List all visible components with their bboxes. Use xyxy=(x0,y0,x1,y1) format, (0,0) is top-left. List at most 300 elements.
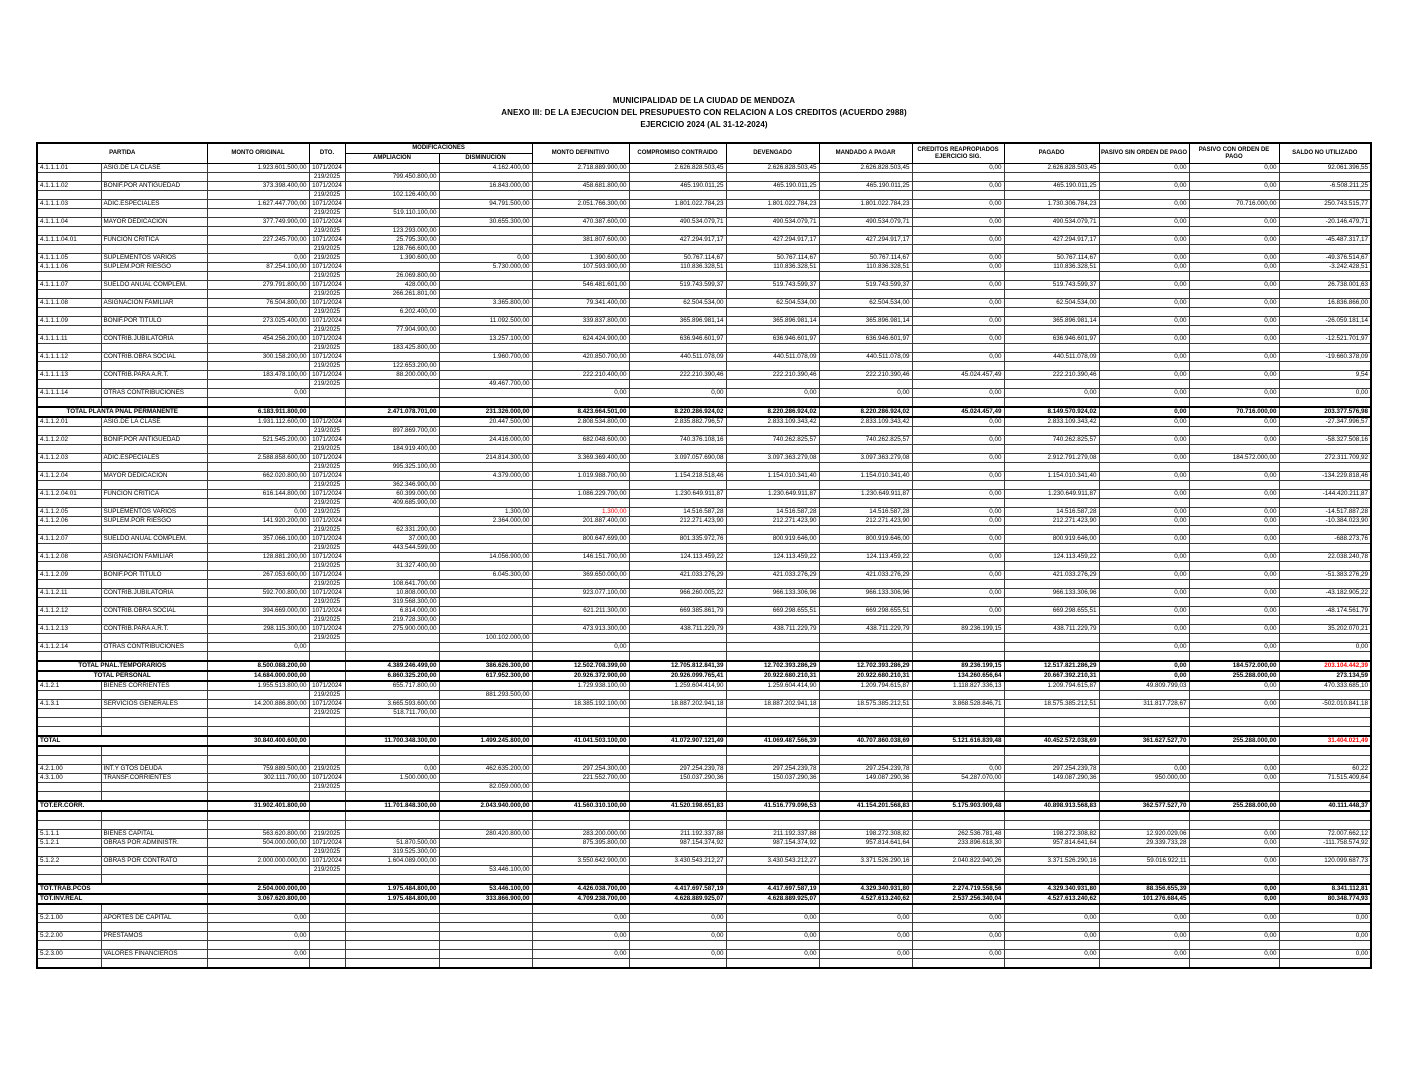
cell: 2.626.828.503,45 xyxy=(1004,164,1099,173)
cell: 219/2025 xyxy=(309,481,345,490)
cell: 198.272.308,82 xyxy=(1004,830,1099,839)
cell: 40.707.860.038,69 xyxy=(819,736,912,746)
cell: 110.836.328,51 xyxy=(819,263,912,272)
cell xyxy=(207,598,309,607)
cell: 31.404.021,49 xyxy=(1279,736,1371,746)
cell xyxy=(345,218,439,227)
cell xyxy=(439,236,532,245)
cell: -20.146.479,71 xyxy=(1279,218,1371,227)
cell: 20.667.392.210,31 xyxy=(1004,671,1099,681)
cell: 0,00 xyxy=(1099,281,1189,290)
cell: 0,00 xyxy=(1099,671,1189,681)
cell xyxy=(439,839,532,848)
cell: -19.660.378,09 xyxy=(1279,353,1371,362)
cell xyxy=(207,875,309,885)
cell xyxy=(101,652,207,662)
cell xyxy=(1279,227,1371,236)
col-header-ampliacion: AMPLIACION xyxy=(345,154,439,164)
cell xyxy=(532,398,629,408)
cell: 14.516.587,28 xyxy=(726,508,819,517)
cell xyxy=(1189,616,1279,625)
cell: 966.260.005,22 xyxy=(629,589,726,598)
cell xyxy=(439,209,532,218)
cell: 800.919.646,00 xyxy=(1004,535,1099,544)
cell xyxy=(439,598,532,607)
cell: 4.2.1.00 xyxy=(37,765,101,774)
cell xyxy=(439,914,532,923)
cell xyxy=(439,811,532,821)
cell xyxy=(1099,272,1189,281)
cell: 4.1.1.1.14 xyxy=(37,389,101,398)
cell: 311.817.728,67 xyxy=(1099,700,1189,709)
cell: 462.635.200,00 xyxy=(439,765,532,774)
cell: 0,00 xyxy=(912,200,1004,209)
cell: 0,00 xyxy=(1189,950,1279,959)
cell xyxy=(345,643,439,652)
cell: 0,00 xyxy=(1099,490,1189,499)
cell xyxy=(1099,209,1189,218)
cell: 12.702.393.286,29 xyxy=(819,661,912,671)
cell xyxy=(1189,727,1279,737)
cell: 438.711.229,79 xyxy=(1004,625,1099,634)
cell xyxy=(37,580,101,589)
cell xyxy=(912,652,1004,662)
cell xyxy=(101,380,207,389)
cell: 231.326.000,00 xyxy=(439,407,532,417)
cell xyxy=(309,884,345,894)
cell xyxy=(207,463,309,472)
cell xyxy=(819,746,912,756)
table-row xyxy=(37,454,1371,463)
cell xyxy=(345,727,439,737)
cell: 62.504.534,00 xyxy=(1004,299,1099,308)
cell xyxy=(1279,783,1371,792)
cell: 298.115.300,00 xyxy=(207,625,309,634)
cell xyxy=(37,904,101,914)
table-row xyxy=(37,571,1371,580)
col-header-monto-definitivo: MONTO DEFINITIVO xyxy=(532,143,629,164)
cell xyxy=(439,580,532,589)
cell: 4.1.1.2.09 xyxy=(37,571,101,580)
cell xyxy=(37,290,101,299)
cell xyxy=(207,709,309,718)
cell xyxy=(439,904,532,914)
cell xyxy=(345,746,439,756)
cell: 0,00 xyxy=(912,389,1004,398)
cell xyxy=(1279,398,1371,408)
cell xyxy=(439,490,532,499)
cell: 102.126.400,00 xyxy=(345,191,439,200)
cell xyxy=(1189,272,1279,281)
cell: 11.701.848.300,00 xyxy=(345,801,439,811)
cell: 0,00 xyxy=(1189,263,1279,272)
cell xyxy=(1099,718,1189,727)
cell xyxy=(37,445,101,454)
cell xyxy=(912,362,1004,371)
cell: 381.807.600,00 xyxy=(532,236,629,245)
cell: 4.1.1.1.02 xyxy=(37,182,101,191)
cell xyxy=(819,959,912,969)
cell: 40.111.448,37 xyxy=(1279,801,1371,811)
cell xyxy=(912,191,1004,200)
cell xyxy=(1189,875,1279,885)
cell: 465.190.011,25 xyxy=(629,182,726,191)
cell: 0,00 xyxy=(726,932,819,941)
cell: 0,00 xyxy=(1099,589,1189,598)
cell: 1.801.022.784,23 xyxy=(819,200,912,209)
cell: 37.000,00 xyxy=(345,535,439,544)
cell: 124.113.459,22 xyxy=(629,553,726,562)
cell xyxy=(439,923,532,932)
cell xyxy=(1099,191,1189,200)
cell: 20.926.372.900,00 xyxy=(532,671,629,681)
cell xyxy=(532,326,629,335)
cell: TOTAL PLANTA PNAL PERMANENTE xyxy=(37,407,207,417)
cell: 1.604.089.000,00 xyxy=(345,857,439,866)
table-row xyxy=(37,691,1371,700)
cell: 41.041.503.100,00 xyxy=(532,736,629,746)
cell: 222.210.390,46 xyxy=(629,371,726,380)
cell xyxy=(439,932,532,941)
cell: 8.220.286.924,02 xyxy=(629,407,726,417)
cell xyxy=(1004,290,1099,299)
cell: 1.019.988.700,00 xyxy=(532,472,629,481)
cell: 40.452.572.038,69 xyxy=(1004,736,1099,746)
cell: 662.020.800,00 xyxy=(207,472,309,481)
cell xyxy=(207,308,309,317)
cell xyxy=(726,718,819,727)
cell: 0,00 xyxy=(1279,914,1371,923)
cell: 333.866.900,00 xyxy=(439,894,532,904)
cell: 212.271.423,90 xyxy=(629,517,726,526)
cell xyxy=(101,634,207,643)
cell xyxy=(1004,866,1099,875)
cell: 89.236.199,15 xyxy=(912,661,1004,671)
cell: 2.626.828.503,45 xyxy=(629,164,726,173)
cell: 146.151.700,00 xyxy=(532,553,629,562)
cell: 0,00 xyxy=(1189,371,1279,380)
cell xyxy=(439,362,532,371)
cell xyxy=(1279,191,1371,200)
cell: 0,00 xyxy=(1189,353,1279,362)
cell: 0,00 xyxy=(912,950,1004,959)
cell: 219/2025 xyxy=(309,691,345,700)
cell xyxy=(345,263,439,272)
table-row xyxy=(37,191,1371,200)
cell xyxy=(629,580,726,589)
report-title-line2: ANEXO III: DE LA EJECUCION DEL PRESUPUESTO CON RELACION A LOS CREDITOS (ACUERDO 2988) xyxy=(501,108,907,117)
cell: 0,00 xyxy=(629,389,726,398)
cell xyxy=(1004,344,1099,353)
cell xyxy=(1189,308,1279,317)
cell: 0,00 xyxy=(1099,218,1189,227)
cell: 77.904.900,00 xyxy=(345,326,439,335)
cell xyxy=(439,746,532,756)
cell xyxy=(345,923,439,932)
cell xyxy=(345,756,439,765)
cell xyxy=(439,941,532,950)
cell: 519.743.599,37 xyxy=(629,281,726,290)
cell: 2.043.940.000,00 xyxy=(439,801,532,811)
cell xyxy=(819,499,912,508)
cell: 339.837.800,00 xyxy=(532,317,629,326)
cell: 0,00 xyxy=(912,281,1004,290)
cell: 255.288.000,00 xyxy=(1189,671,1279,681)
cell: -144.420.211,87 xyxy=(1279,490,1371,499)
cell: 219.728.300,00 xyxy=(345,616,439,625)
cell xyxy=(439,727,532,737)
cell: 0,00 xyxy=(1189,535,1279,544)
cell: SUPLEMENTOS VARIOS xyxy=(101,508,207,517)
cell: 428.000,00 xyxy=(345,281,439,290)
cell: 0,00 xyxy=(1189,914,1279,923)
cell xyxy=(1279,756,1371,765)
cell xyxy=(1189,811,1279,821)
cell xyxy=(309,398,345,408)
cell xyxy=(101,811,207,821)
cell xyxy=(1279,904,1371,914)
cell: 0,00 xyxy=(1004,950,1099,959)
cell xyxy=(726,290,819,299)
cell xyxy=(439,290,532,299)
cell xyxy=(532,562,629,571)
cell: 16.843.000,00 xyxy=(439,182,532,191)
cell xyxy=(37,616,101,625)
cell xyxy=(532,499,629,508)
table-row xyxy=(37,607,1371,616)
cell: 563.620.800,00 xyxy=(207,830,309,839)
cell: 957.814.641,64 xyxy=(1004,839,1099,848)
cell: 0,00 xyxy=(207,643,309,652)
cell: 2.626.828.503,45 xyxy=(819,164,912,173)
spacer-row xyxy=(37,941,1371,950)
cell xyxy=(1004,445,1099,454)
cell xyxy=(629,616,726,625)
cell: TOT.INV.REAL xyxy=(37,894,207,904)
cell: 490.534.079,71 xyxy=(1004,218,1099,227)
cell xyxy=(819,290,912,299)
cell: 0,00 xyxy=(1189,317,1279,326)
cell xyxy=(629,463,726,472)
cell xyxy=(345,792,439,802)
cell xyxy=(1189,445,1279,454)
cell xyxy=(1099,652,1189,662)
cell: 0,00 xyxy=(912,553,1004,562)
cell: 2.808.534.800,00 xyxy=(532,417,629,427)
cell: 14.516.587,28 xyxy=(629,508,726,517)
cell: 2.000.000.000,00 xyxy=(207,857,309,866)
cell: CONTRIB.JUBILATORIA xyxy=(101,589,207,598)
cell: 1071/2024 xyxy=(309,681,345,691)
cell: 4.1.1.1.08 xyxy=(37,299,101,308)
cell xyxy=(629,923,726,932)
cell xyxy=(819,544,912,553)
cell: 0,00 xyxy=(912,164,1004,173)
cell: 438.711.229,79 xyxy=(726,625,819,634)
cell xyxy=(101,598,207,607)
cell: 59.016.922,11 xyxy=(1099,857,1189,866)
cell: 41.069.487.566,39 xyxy=(726,736,819,746)
cell: 0,00 xyxy=(1189,472,1279,481)
cell: 1071/2024 xyxy=(309,454,345,463)
cell: TOT.TRAB.PCOS xyxy=(37,884,207,894)
cell xyxy=(726,783,819,792)
cell: FUNCION CRITICA xyxy=(101,490,207,499)
cell xyxy=(1189,792,1279,802)
table-row xyxy=(37,481,1371,490)
cell: 31.327.400,00 xyxy=(345,562,439,571)
cell: 3.550.642.900,00 xyxy=(532,857,629,866)
cell xyxy=(1099,848,1189,857)
cell xyxy=(819,227,912,236)
cell xyxy=(309,671,345,681)
cell xyxy=(629,481,726,490)
cell: 636.946.601,97 xyxy=(726,335,819,344)
cell xyxy=(1099,362,1189,371)
cell: 1.729.938.100,00 xyxy=(532,681,629,691)
cell xyxy=(345,553,439,562)
cell xyxy=(1004,652,1099,662)
cell: 987.154.374,92 xyxy=(629,839,726,848)
cell: -502.010.841,18 xyxy=(1279,700,1371,709)
cell: 50.767.114,67 xyxy=(1004,254,1099,263)
cell: 923.077.100,00 xyxy=(532,589,629,598)
cell xyxy=(819,691,912,700)
cell: 361.627.527,70 xyxy=(1099,736,1189,746)
cell: 18.887.202.941,18 xyxy=(726,700,819,709)
cell: 0,00 xyxy=(912,317,1004,326)
cell: 0,00 xyxy=(1099,182,1189,191)
cell xyxy=(101,245,207,254)
cell xyxy=(629,959,726,969)
cell xyxy=(309,792,345,802)
cell xyxy=(912,209,1004,218)
cell xyxy=(1279,866,1371,875)
cell: 212.271.423,90 xyxy=(726,517,819,526)
cell: -49.376.514,67 xyxy=(1279,254,1371,263)
cell: 362.577.527,70 xyxy=(1099,801,1189,811)
cell xyxy=(309,727,345,737)
cell: 4.1.1.2.03 xyxy=(37,454,101,463)
cell xyxy=(726,756,819,765)
cell xyxy=(912,398,1004,408)
cell xyxy=(1004,398,1099,408)
col-header-saldo: SALDO NO UTILIZADO xyxy=(1279,143,1371,164)
cell xyxy=(345,353,439,362)
cell xyxy=(819,191,912,200)
cell xyxy=(101,191,207,200)
cell: 0,00 xyxy=(912,335,1004,344)
cell xyxy=(101,544,207,553)
table-row xyxy=(37,774,1371,783)
cell: 966.133.306,96 xyxy=(819,589,912,598)
spacer-row xyxy=(37,904,1371,914)
cell xyxy=(629,718,726,727)
cell: 1071/2024 xyxy=(309,371,345,380)
spacer-row xyxy=(37,756,1371,765)
cell: 0,00 xyxy=(1189,625,1279,634)
cell xyxy=(1279,709,1371,718)
cell xyxy=(207,616,309,625)
cell: 275.900.000,00 xyxy=(345,625,439,634)
cell: 219/2025 xyxy=(309,227,345,236)
cell xyxy=(912,848,1004,857)
cell xyxy=(439,709,532,718)
cell: 669.298.655,51 xyxy=(1004,607,1099,616)
spacer-row xyxy=(37,398,1371,408)
cell xyxy=(726,362,819,371)
cell: 62.504.534,00 xyxy=(629,299,726,308)
cell xyxy=(726,866,819,875)
cell xyxy=(1279,272,1371,281)
cell: 1.154.010.341,40 xyxy=(819,472,912,481)
cell xyxy=(101,941,207,950)
cell xyxy=(532,227,629,236)
cell: 0,00 xyxy=(819,914,912,923)
cell xyxy=(629,756,726,765)
cell: 0,00 xyxy=(207,914,309,923)
cell xyxy=(207,652,309,662)
cell: 881.293.500,00 xyxy=(439,691,532,700)
cell: 636.946.601,97 xyxy=(1004,335,1099,344)
cell xyxy=(439,959,532,969)
cell: PRESTAMOS xyxy=(101,932,207,941)
cell xyxy=(101,562,207,571)
cell: 255.288.000,00 xyxy=(1189,801,1279,811)
col-header-pagado: PAGADO xyxy=(1004,143,1099,164)
cell xyxy=(101,792,207,802)
cell: 110.836.328,51 xyxy=(629,263,726,272)
cell: 0,00 xyxy=(1279,932,1371,941)
cell xyxy=(1099,709,1189,718)
cell xyxy=(1004,326,1099,335)
cell xyxy=(1099,875,1189,885)
cell xyxy=(439,535,532,544)
cell: 41.516.779.096,53 xyxy=(726,801,819,811)
cell: 458.681.800,00 xyxy=(532,182,629,191)
cell xyxy=(1189,959,1279,969)
table-row xyxy=(37,317,1371,326)
cell: 267.053.600,00 xyxy=(207,571,309,580)
spacer-row xyxy=(37,746,1371,756)
cell: 0,00 xyxy=(912,182,1004,191)
cell: 0,00 xyxy=(912,535,1004,544)
cell: 5.175.903.909,48 xyxy=(912,801,1004,811)
cell: 377.749.900,00 xyxy=(207,218,309,227)
cell: 420.850.700,00 xyxy=(532,353,629,362)
cell xyxy=(532,616,629,625)
cell: 0,00 xyxy=(1189,894,1279,904)
cell: 100.102.000,00 xyxy=(439,634,532,643)
cell: 0,00 xyxy=(819,389,912,398)
cell xyxy=(207,344,309,353)
cell: 519.743.599,37 xyxy=(1004,281,1099,290)
cell xyxy=(37,848,101,857)
cell xyxy=(912,290,1004,299)
cell xyxy=(629,941,726,950)
spacer-row xyxy=(37,811,1371,821)
cell: 4.329.340.931,80 xyxy=(819,884,912,894)
cell: 41.154.201.568,83 xyxy=(819,801,912,811)
cell xyxy=(819,923,912,932)
budget-execution-table xyxy=(36,142,1372,969)
cell: 0,00 xyxy=(912,571,1004,580)
cell xyxy=(37,209,101,218)
spacer-row xyxy=(37,875,1371,885)
cell xyxy=(629,792,726,802)
cell: 219/2025 xyxy=(309,580,345,589)
cell xyxy=(101,326,207,335)
